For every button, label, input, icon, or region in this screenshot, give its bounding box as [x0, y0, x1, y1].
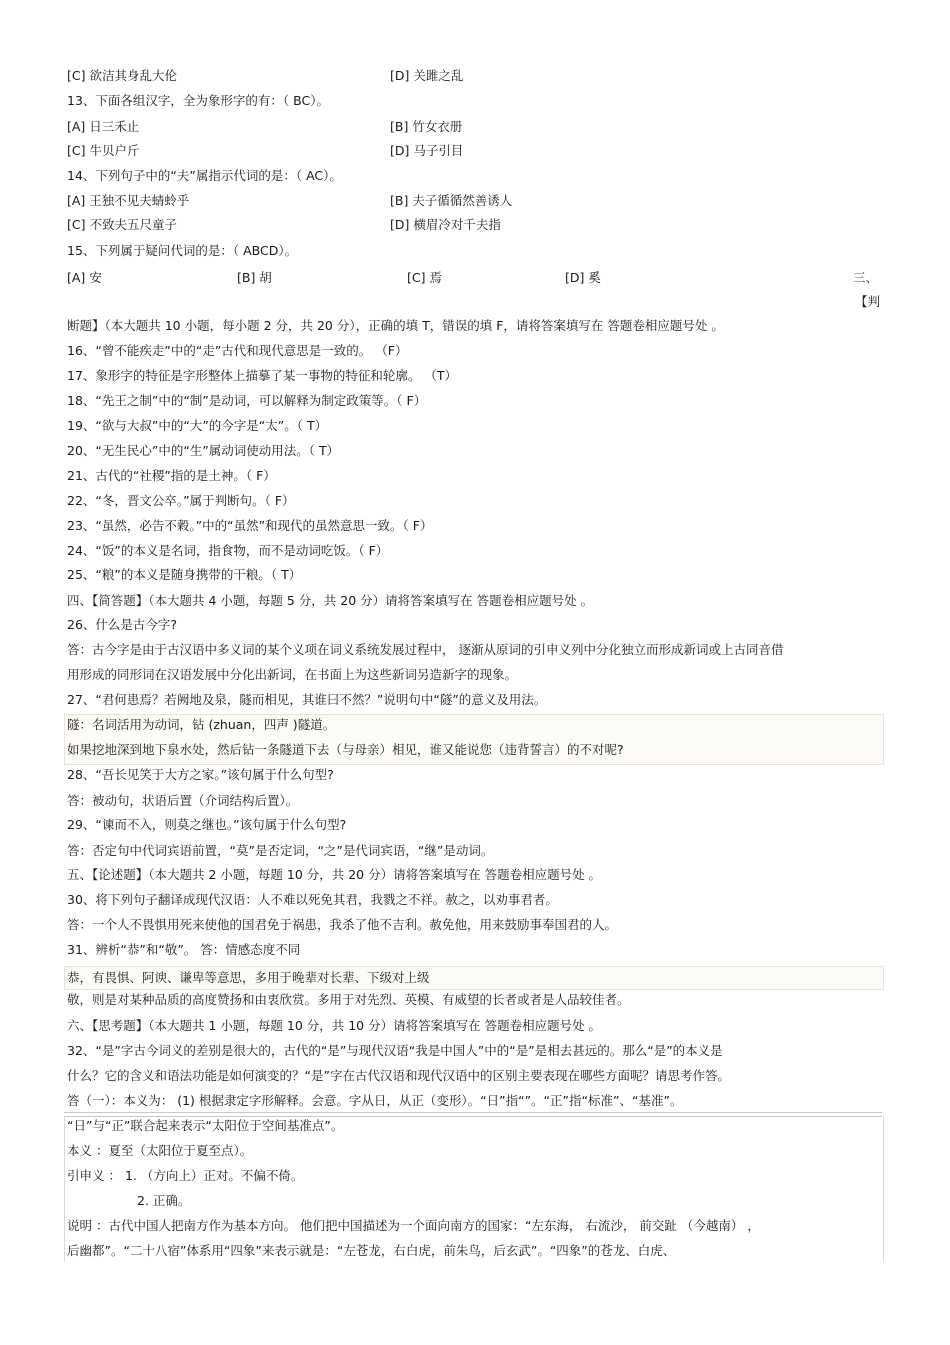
question-29: 29、“谏而不入，则莫之继也。”该句属于什么句型?: [67, 817, 347, 832]
question-14: 14、下列句子中的“夫”属指示代词的是：（ AC）。: [67, 168, 342, 183]
question-28: 28、“吾长见笑于大方之家。”该句属于什么句型?: [67, 767, 334, 782]
section-header: 断题】（本大题共 10 小题，每小题 2 分，共 20 分），正确的填 T，错误的填 F，请将答案填写在 答题卷相应题号处 。: [67, 318, 724, 333]
option-b: [B] 胡: [237, 270, 272, 285]
answer-30: 答：一个人不畏惧用死来使他的国君免于祸患，我杀了他不吉利。赦免他，用来鼓励事奉国君的人。: [67, 917, 618, 932]
answer-32-line: 引申义 ： 1. （方向上）正对。不偏不倚。: [67, 1168, 304, 1183]
section-header: 六、【思考题】（本大题共 1 小题，每题 10 分，共 10 分）请将答案填写在 答题卷相应题号处 。: [67, 1018, 602, 1033]
option-c: [C] 不致夫五尺童子: [67, 217, 177, 232]
option-d: [D] 关雎之乱: [390, 68, 464, 83]
option-c: [C] 欲洁其身乱大伦: [67, 68, 177, 83]
question-15: 15、下列属于疑问代词的是：（ ABCD）。: [67, 243, 298, 258]
option-c: [C] 焉: [407, 270, 442, 285]
answer-32-box: [64, 1116, 884, 1262]
question-30: 30、将下列句子翻译成现代汉语：人不难以死免其君，我戮之不祥。赦之，以劝事君者。: [67, 892, 558, 907]
section-bracket: 【判: [855, 294, 881, 309]
option-d: [D] 马子引目: [390, 143, 464, 158]
judge-item: 23、“虽然，必告不穀。”中的“虽然”和现代的虽然意思一致。（ F）: [67, 518, 433, 533]
judge-item: 17、象形字的特征是字形整体上描摹了某一事物的特征和轮廓。 （T）: [67, 368, 458, 383]
option-d: [D] 奚: [565, 270, 601, 285]
answer-32: 答（一）：本义为： (1) 根据隶定字形解释。会意。字从日，从正（变形）。“日”指“”。“正”指“标准”、“基准”。: [67, 1093, 683, 1108]
option-d: [D] 横眉冷对千夫指: [390, 217, 501, 232]
answer-31: 恭，有畏惧、阿谀、谦卑等意思，多用于晚辈对长辈、下级对上级: [67, 970, 430, 985]
answer-32-line: 2. 正确。: [137, 1193, 191, 1208]
judge-item: 16、“曾不能疾走”中的“走”古代和现代意思是一致的。 （F）: [67, 343, 408, 358]
judge-item: 18、“先王之制”中的“制”是动词，可以解释为制定政策等。（ F）: [67, 393, 427, 408]
section-header: 四、【简答题】（本大题共 4 小题，每题 5 分，共 20 分）请将答案填写在 答题卷相应题号处 。: [67, 593, 594, 608]
section-number: 三、: [853, 270, 879, 285]
answer-26: 答：古今字是由于古汉语中多义词的某个义项在词义系统发展过程中， 逐渐从原词的引申义列中分化独立而形成新词或上古同音借: [67, 642, 784, 657]
answer-31-cont: 敬，则是对某种品质的高度赞扬和由衷欣赏。多用于对先烈、英模、有威望的长者或者是人品较佳者。: [67, 992, 630, 1007]
answer-32-line: “日”与“正”联合起来表示“太阳位于空间基准点”。: [67, 1118, 344, 1133]
answer-28: 答：被动句，状语后置（介词结构后置）。: [67, 793, 299, 808]
answer-26-cont: 用形成的同形词在汉语发展中分化出新词，在书面上为这些新词另造新字的现象。: [67, 667, 518, 682]
answer-32-line: 说明 ：古代中国人把南方作为基本方向。 他们把中国描述为一个面向南方的国家：“左东海， 右流沙， 前交趾 （今越南） ，: [67, 1218, 760, 1233]
question-13: 13、下面各组汉字，全为象形字的有：（ BC）。: [67, 93, 329, 108]
answer-27: 隧：名词活用为动词，钻 (zhuan，四声 )隧道。: [67, 717, 336, 732]
divider: [64, 1112, 882, 1113]
question-32: 32、“是”字古今词义的差别是很大的，古代的“是”与现代汉语“我是中国人”中的“是”是相去甚远的。那么“是”的本义是: [67, 1043, 723, 1058]
option-b: [B] 夫子循循然善诱人: [390, 193, 513, 208]
question-32-cont: 什么？它的含义和语法功能是如何演变的？“是”字在古代汉语和现代汉语中的区别主要表现在哪些方面呢？请思考作答。: [67, 1068, 730, 1083]
judge-item: 19、“欲与大叔”中的“大”的今字是“太”。（ T）: [67, 418, 328, 433]
question-27: 27、“君何患焉？若阙地及泉，隧而相见，其谁曰不然？”说明句中“隧”的意义及用法。: [67, 692, 547, 707]
option-b: [B] 竹女衣册: [390, 119, 463, 134]
answer-32-line: 本义 ：夏至（太阳位于夏至点）。: [67, 1143, 253, 1158]
judge-item: 22、“冬，晋文公卒。”属于判断句。（ F）: [67, 493, 295, 508]
judge-item: 20、“无生民心”中的“生”属动词使动用法。（ T）: [67, 443, 340, 458]
option-c: [C] 牛贝户斤: [67, 143, 140, 158]
question-31: 31、辨析“恭”和“敬”。 答：情感态度不同: [67, 942, 301, 957]
option-a: [A] 王独不见夫蜻蛉乎: [67, 193, 190, 208]
answer-32-line: 后幽都”。“二十八宿”体系用“四象”来表示就是：“左苍龙，右白虎，前朱鸟，后玄武”。“四象”的苍龙、白虎、: [67, 1243, 676, 1258]
option-a: [A] 日三禾止: [67, 119, 140, 134]
section-header: 五、【论述题】（本大题共 2 小题，每题 10 分，共 20 分）请将答案填写在 答题卷相应题号处 。: [67, 867, 602, 882]
judge-item: 25、“粮”的本义是随身携带的干粮。（ T）: [67, 567, 302, 582]
question-26: 26、什么是古今字?: [67, 617, 178, 632]
judge-item: 24、“饭”的本义是名词，指食物，而不是动词吃饭。（ F）: [67, 543, 389, 558]
answer-29: 答：否定句中代词宾语前置，“莫”是否定词，“之”是代词宾语，“继”是动词。: [67, 843, 494, 858]
judge-item: 21、古代的“社稷”指的是土神。（ F）: [67, 468, 276, 483]
option-a: [A] 安: [67, 270, 102, 285]
answer-27-cont: 如果挖地深到地下泉水处，然后钻一条隧道下去（与母亲）相见，谁又能说您（违背誓言）的不对呢?: [67, 742, 624, 757]
